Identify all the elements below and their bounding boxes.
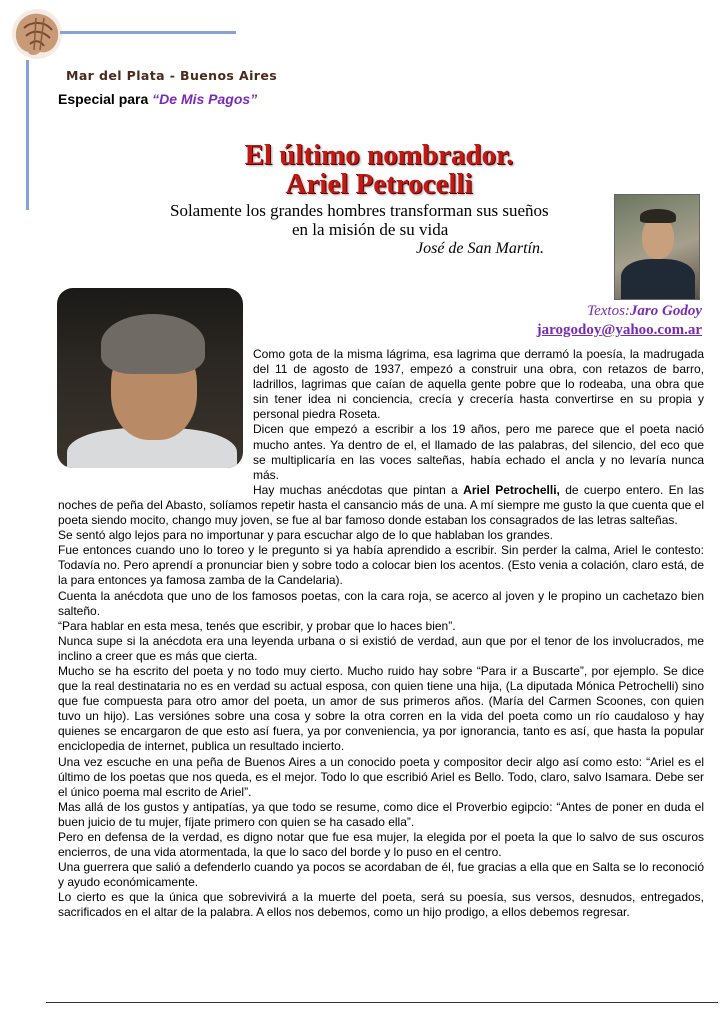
publication-name: “De Mis Pagos”: [152, 91, 258, 107]
article-body: [58, 347, 704, 921]
author-photo: [614, 194, 700, 300]
paragraph-10: Una vez escuche en una peña de Buenos Aires a un conocido poeta y compositor decir algo así como esto: “Ariel es el último de los poetas que nos queda, es el mejor. Todo lo que escribió Ariel es Bello. Todo, claro, salvo Isamara. Debe ser el único poema mal escrito de Ariel”.: [58, 754, 704, 799]
paragraph-5: Fue entonces cuando uno lo toreo y le pregunto si ya había aprendido a escribir. Sin perder la calma, Ariel le contesto: Todavía no. Pero aprendí a pronunciar bien y sobre todo a colocar bien los acentos. (Esto venia a colación, claro está, de la para entonces ya famosa zamba de la Candelaria).: [58, 543, 704, 588]
epigraph-author: José de San Martín.: [416, 240, 544, 257]
credits-line: [587, 303, 702, 320]
site-logo: [10, 4, 64, 62]
epigraph-line-1: Solamente los grandes hombres transforman sus sueños: [170, 201, 549, 220]
special-prefix: Especial para: [58, 91, 153, 107]
title-line-1: El último nombrador.: [244, 139, 514, 171]
paragraph-11: Mas allá de los gustos y antipatías, ya que todo se resume, como dice el Proverbio egipcio: “Antes de poner en duda el buen juicio de tu mujer, fíjate primero con quien se ha casado ella”.: [58, 799, 704, 829]
paragraph-4: Se sentó algo lejos para no importunar y para escuchar algo de lo que hablaban los grandes.: [58, 528, 553, 543]
paragraph-3-start: Hay muchas anécdotas que pintan a: [253, 482, 464, 497]
author-photo-hair: [640, 209, 676, 223]
epigraph-line-2: en la misión de su vida: [292, 220, 449, 239]
header-rule-vertical: [26, 60, 29, 210]
paragraph-9: Mucho se ha escrito del poeta y no todo muy cierto. Mucho ruido hay sobre “Para ir a Buscarte”, por ejemplo. Se dice que la real destinataria no es en verdad su actual esposa, con quien tiene una hija, (La diputada Mónica Petrochelli) sino que fue compuesta para otro amor del poeta, un amor de sus primeros años. (María del Carmen Scoones, con quien tuvo un hijo). Las versiónes sobre una cosa y sobre la otra corren en la vida del poeta como un río caudaloso y hay quienes se encargaron de que esto así fuera, ya por conveniencia, ya por ignorancia, tanto es así, que hasta la popular enciclopedia de internet, publica un resultado incierto.: [58, 663, 704, 754]
footer-rule: [46, 1002, 718, 1003]
credits-author: Jaro Godoy: [629, 303, 702, 319]
paragraph-12: Pero en defensa de la verdad, es digno notar que fue esa mujer, la elegida por el poeta la que lo salvo de sus oscuros encierros, de una vida atormentada, la que lo saco del borde y lo puso en el centro.: [58, 830, 704, 860]
paragraph-8: Nunca supe si la anécdota era una leyenda urbana o si existió de verdad, aun que por el tenor de los involucrados, me inclino a creer que es más que cierta.: [58, 633, 704, 663]
paragraph-3-end: de cuerpo entero. En las noches de peña del Abasto, solíamos repetir hasta el cansancio más de una. A mí siempre me gusto la que cuenta que el poeta siendo mocito, chango muy joven, se fue al bar famoso donde estaban los consagrados de las letras salteñas.: [58, 482, 705, 528]
paragraph-6: Cuenta la anécdota que uno de los famosos poetas, con la cara roja, se acerco al joven y le propino un cachetazo bien salteño.: [58, 588, 704, 618]
special-for-line: [58, 91, 257, 107]
paragraph-1: Como gota de la misma lágrima, esa lagrima que derramó la poesía, la madrugada del 11 de agosto de 1937, empezó a construir una obra, con retazos de barro, ladrillos, lagrimas que caían de aquella gente pobre que lo rodeaba, una obra que sin tener idea ni conciencia, crecía y crecería hasta convertirse en su propia y personal piedra Roseta.: [253, 347, 704, 422]
poet-name-bold: Ariel Petrochelli,: [463, 482, 560, 497]
paragraph-13: Una guerrera que salió a defenderlo cuando ya pocos se acordaban de él, fue gracias a ella que en Salta se lo reconoció y ayudo económicamente.: [58, 860, 704, 890]
paragraph-2: Dicen que empezó a escribir a los 19 años, pero me parece que el poeta nació mucho antes. Ya dentro de el, el llamado de las palabras, del silencio, del eco que se multiplicaría en las voces salteñas, había echado el ancla y no levaría nunca más.: [253, 422, 704, 482]
header-rule-horizontal: [60, 31, 236, 34]
paragraph-14: Lo cierto es que la única que sobrevivirá a la muerte del poeta, será su poesía, sus versos, desnudos, entregados, sacrificados en el altar de la palabra. A ellos nos debemos, como un hijo prodigo, a ellos debemos regresar.: [58, 890, 704, 920]
author-email-link[interactable]: jarogodoy@yahoo.com.ar: [536, 322, 702, 338]
title-line-2: Ariel Petrocelli: [285, 168, 473, 200]
paragraph-7: “Para hablar en esta mesa, tenés que escribir, y probar que lo haces bien”.: [58, 618, 456, 633]
credits-label: Textos:: [587, 303, 630, 319]
location-text: Mar del Plata - Buenos Aires: [66, 68, 278, 83]
photo-spacer: [58, 347, 253, 492]
author-photo-body: [621, 259, 695, 300]
article-title: [150, 141, 608, 199]
